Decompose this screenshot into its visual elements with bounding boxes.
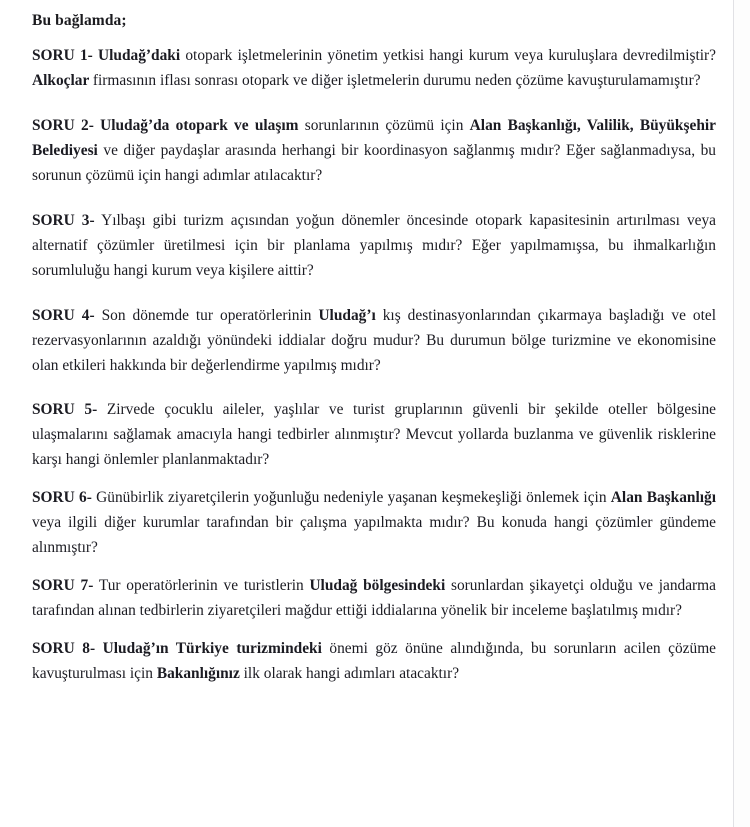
question-emphasis: Alan Başkanlığı <box>610 489 717 507</box>
question-text: Yılbaşı gibi turizm açısından yoğun dönemler öncesinde otopark kapasitesinin artırılması veya alternatif çözümler üretilmesi için bir planlama yapılmış mıdır? Eğer yapılmamışsa, bu ihmalkarlığın sorumluluğu hangi kurum veya kişilere aittir? <box>32 211 716 279</box>
question-text: Tur operatörlerinin ve turistlerin <box>93 577 310 595</box>
question-label: SORU 5- <box>32 401 98 419</box>
question-text: önemi göz önüne alındığında, bu sorunların acilen çözüme kavuşturulması için <box>32 640 716 683</box>
page-margin-right <box>734 0 750 827</box>
question-text: otopark işletmelerinin yönetim yetkisi hangi kurum veya kuruluşlara devredilmiştir? <box>185 47 716 64</box>
question-emphasis: Alkoçlar <box>32 71 93 89</box>
question-list <box>30 44 720 687</box>
question-paragraph <box>30 44 720 94</box>
question-paragraph <box>30 398 720 473</box>
question-emphasis: Bakanlığınız <box>156 665 244 683</box>
question-text: Son dönemde tur operatörlerinin <box>94 306 319 324</box>
question-emphasis: Alan Başkanlığı, Valilik, Büyükşehir Belediyesi <box>32 116 716 159</box>
question-paragraph <box>30 574 720 624</box>
lead-paragraph: Bu bağlamda; <box>32 12 127 29</box>
question-text: kış destinasyonlarından çıkarmaya başladığı ve otel rezervasyonlarının azaldığı yönündeki iddialar doğru mudur? Bu durumun bölge turizmine ve ekonomisine olan etkileri hakkında bir değerlendirme yapılmış mıdır? <box>32 306 716 374</box>
question-emphasis: Uludağ’da otopark ve ulaşım <box>93 116 305 134</box>
question-label: SORU 8- <box>32 640 96 658</box>
question-label: SORU 6- <box>32 489 92 507</box>
question-text: ve diğer paydaşlar arasında herhangi bir koordinasyon sağlanmış mıdır? Eğer sağlanmadıysa, bu sorunun çözümü için hangi adımlar atılacaktır? <box>32 141 716 184</box>
question-paragraph <box>30 304 720 379</box>
question-text: sorunlarının çözümü için <box>304 116 470 134</box>
question-label: SORU 1- <box>32 47 93 64</box>
question-label: SORU 2- <box>32 116 94 134</box>
question-text: sorunlardan şikayetçi olduğu ve jandarma tarafından alınan tedbirlerin ziyaretçileri mağdur ettiği iddialarına yönelik bir inceleme başlatılmış mıdır? <box>32 577 716 620</box>
question-text: Günübirlik ziyaretçilerin yoğunluğu nedeniyle yaşanan keşmekeşliği önlemek için <box>91 489 611 507</box>
page-edge-line <box>733 0 734 827</box>
question-text: ilk olarak hangi adımları atacaktır? <box>243 665 460 683</box>
question-emphasis: Uludağ’daki <box>92 47 186 64</box>
question-text: veya ilgili diğer kurumlar tarafından bir çalışma yapılmakta mıdır? Bu konuda hangi çözümler gündeme alınmıştır? <box>32 514 716 557</box>
question-paragraph <box>30 637 720 687</box>
question-emphasis: Uludağ bölgesindeki <box>309 577 451 595</box>
question-text: Zirvede çocuklu aileler, yaşlılar ve turist gruplarının güvenli bir şekilde oteller bölgesine ulaşmalarını sağlamak amacıyla hangi tedbirler alınmıştır? Mevcut yollarda buzlanma ve güvenlik risklerine karşı hangi önlemler planlanmaktadır? <box>32 401 716 469</box>
question-paragraph <box>30 114 720 189</box>
document-body <box>30 12 720 700</box>
question-label: SORU 7- <box>32 577 94 595</box>
question-paragraph <box>30 486 720 561</box>
question-label: SORU 4- <box>32 306 95 324</box>
question-emphasis: Uludağ’ın Türkiye turizmindeki <box>95 640 330 658</box>
question-emphasis: Uludağ’ı <box>318 306 383 324</box>
question-label: SORU 3- <box>32 211 95 229</box>
question-paragraph <box>30 209 720 284</box>
question-text: firmasının iflası sonrası otopark ve diğer işletmelerin durumu neden çözüme kavuşturulamamıştır? <box>92 71 701 89</box>
